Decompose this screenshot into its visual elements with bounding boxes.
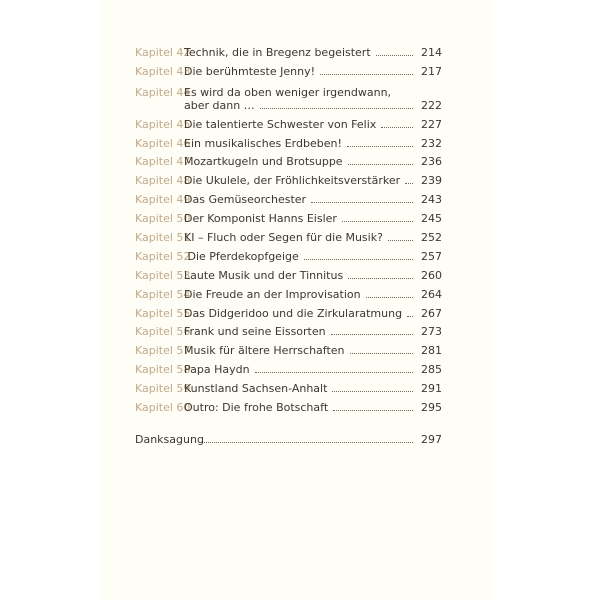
chapter-label: Kapitel 44 (135, 85, 191, 99)
chapter-title: Die Pferdekopfgeige (184, 249, 299, 263)
page-number: 214 (421, 45, 442, 59)
chapter-label: Kapitel 46 (135, 136, 191, 150)
toc-entry (135, 131, 442, 150)
toc-entry (135, 40, 442, 59)
chapter-title: Es wird da oben weniger irgendwann, (184, 85, 392, 99)
chapter-label: Kapitel 43 (135, 64, 191, 78)
danksagung-title: Danksagung (135, 432, 204, 446)
chapter-title: Das Didgeridoo und die Zirkularatmung (184, 306, 403, 320)
page-number: 291 (421, 382, 442, 396)
page-number: 222 (421, 98, 442, 112)
page-number: 285 (421, 363, 442, 377)
chapter-label: Kapitel 57 (135, 344, 191, 358)
chapter-title: Die Ukulele, der Fröhlichkeitsverstärker (184, 174, 401, 188)
dot-leader (347, 146, 413, 147)
page-number: 295 (421, 401, 442, 415)
page-number: 267 (421, 306, 442, 320)
dot-leader (381, 127, 413, 128)
chapter-title: Das Gemüseorchester (184, 193, 307, 207)
chapter-title: Die berühmteste Jenny! (184, 64, 315, 78)
toc-entry (135, 206, 442, 225)
toc-entry (135, 59, 442, 78)
chapter-label: Kapitel 53 (135, 268, 191, 282)
table-of-contents (135, 40, 442, 446)
toc-entry (135, 112, 442, 131)
chapter-title: Die talentierte Schwester von Felix (184, 117, 377, 131)
toc-entry (135, 376, 442, 395)
dot-leader (407, 316, 413, 317)
toc-entry (135, 150, 442, 169)
page-number: 273 (421, 325, 442, 339)
dot-leader (255, 372, 413, 373)
dot-leader (348, 278, 413, 279)
chapter-label: Kapitel 52 (135, 249, 191, 263)
toc-entry (135, 187, 442, 206)
page-number: 239 (421, 174, 442, 188)
page-number: 281 (421, 344, 442, 358)
dot-leader (320, 74, 413, 75)
dot-leader (342, 221, 413, 222)
chapter-title: Mozartkugeln und Brotsuppe (184, 155, 343, 169)
toc-entry (135, 320, 442, 339)
chapter-label: Kapitel 54 (135, 287, 191, 301)
chapter-title: Papa Haydn (184, 363, 250, 377)
chapter-title: Der Komponist Hanns Eisler (184, 212, 337, 226)
toc-entry (135, 357, 442, 376)
page-number: 217 (421, 64, 442, 78)
dot-leader (311, 202, 413, 203)
toc-entry (135, 301, 442, 320)
toc-entry (135, 282, 442, 301)
page-number: 260 (421, 268, 442, 282)
page-number: 297 (421, 432, 442, 446)
dot-leader (348, 164, 413, 165)
chapter-label: Kapitel 58 (135, 363, 191, 377)
dot-leader (333, 410, 413, 411)
chapter-label: Kapitel 42 (135, 45, 191, 59)
toc-entry (135, 78, 442, 112)
chapter-title: KI – Fluch oder Segen für die Musik? (184, 231, 383, 245)
toc-entry (135, 263, 442, 282)
page-number: 243 (421, 193, 442, 207)
chapter-title: Die Freude an der Improvisation (184, 287, 361, 301)
dot-leader (376, 55, 413, 56)
toc-entry (135, 244, 442, 263)
chapter-label: Kapitel 51 (135, 231, 191, 245)
chapter-label: Kapitel 48 (135, 174, 191, 188)
page-number: 232 (421, 136, 442, 150)
chapter-label: Kapitel 49 (135, 193, 191, 207)
chapter-label: Kapitel 59 (135, 382, 191, 396)
chapter-label: Kapitel 60 (135, 401, 191, 415)
dot-leader (304, 259, 413, 260)
chapter-title: Laute Musik und der Tinnitus (184, 268, 344, 282)
toc-entry (135, 395, 442, 414)
chapter-title: Kunstland Sachsen-Anhalt (184, 382, 328, 396)
toc-entry (135, 168, 442, 187)
dot-leader (204, 442, 413, 443)
toc-entry (135, 225, 442, 244)
chapter-label: Kapitel 50 (135, 212, 191, 226)
toc-entry-danksagung (135, 427, 442, 446)
page-number: 264 (421, 287, 442, 301)
chapter-title: Musik für ältere Herrschaften (184, 344, 345, 358)
chapter-title-continuation: aber dann … (184, 98, 255, 112)
chapter-label: Kapitel 45 (135, 117, 191, 131)
dot-leader (260, 108, 413, 109)
page-number: 236 (421, 155, 442, 169)
dot-leader (350, 353, 413, 354)
page-number: 252 (421, 231, 442, 245)
toc-entry (135, 338, 442, 357)
chapter-label: Kapitel 55 (135, 306, 191, 320)
chapter-title: Frank und seine Eissorten (184, 325, 326, 339)
chapter-title: Technik, die in Bregenz begeistert (184, 45, 371, 59)
dot-leader (366, 297, 413, 298)
dot-leader (332, 391, 413, 392)
chapter-title: Outro: Die frohe Botschaft (184, 401, 329, 415)
chapter-label: Kapitel 47 (135, 155, 191, 169)
page-number: 227 (421, 117, 442, 131)
dot-leader (331, 334, 413, 335)
chapter-label: Kapitel 56 (135, 325, 191, 339)
book-page (100, 0, 494, 600)
page-number: 245 (421, 212, 442, 226)
dot-leader (405, 183, 413, 184)
page-number: 257 (421, 249, 442, 263)
chapter-title: Ein musikalisches Erdbeben! (184, 136, 342, 150)
dot-leader (388, 240, 413, 241)
